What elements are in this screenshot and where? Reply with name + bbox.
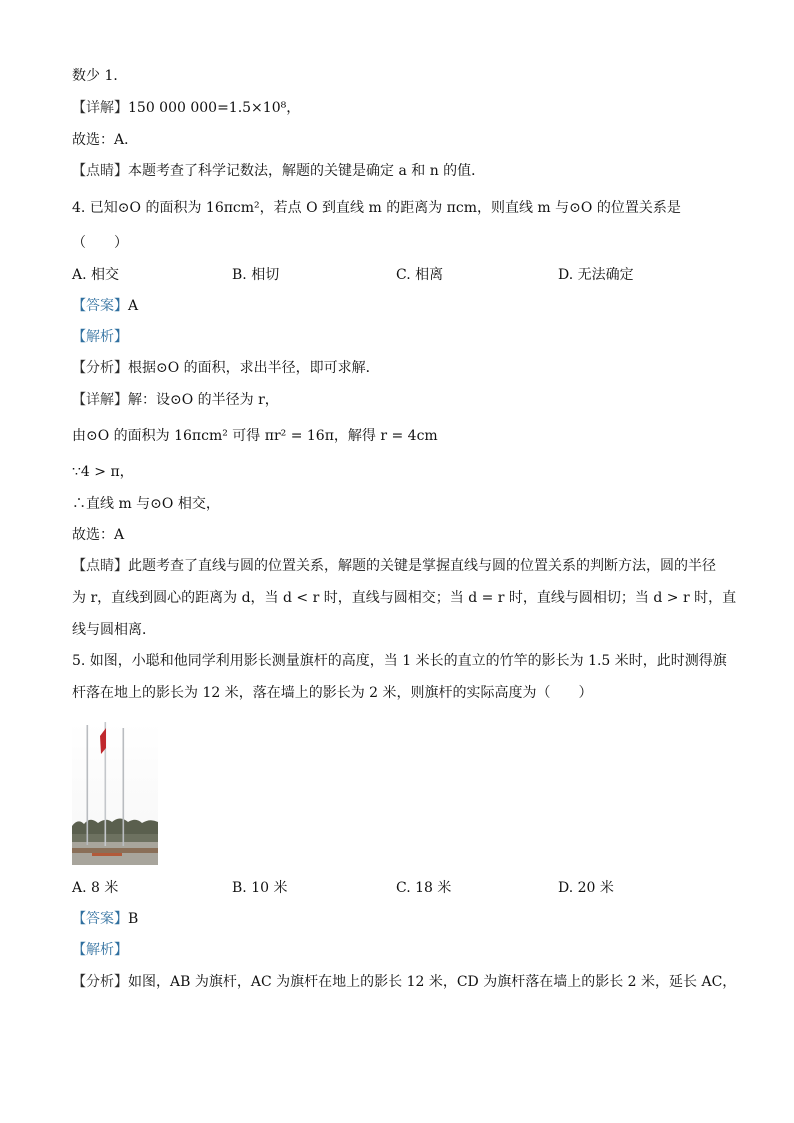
q4-option-b: B. 相切 <box>232 267 280 283</box>
text-line: 数少 1． <box>72 68 128 84</box>
q5-fenxi-line <box>72 972 736 992</box>
question-4-paren: （ ） <box>72 235 128 251</box>
q4-step-3: ∴直线 m 与⊙O 相交， <box>72 496 220 512</box>
flagpole-photo <box>72 722 158 865</box>
answer-tag: 【答案】 <box>72 911 128 927</box>
dianjing-tag: 【点睛】 <box>72 558 128 574</box>
fenxi-text: 根据⊙O 的面积，求出半径，即可求解． <box>128 360 380 376</box>
q5-option-a: A. 8 米 <box>72 880 119 896</box>
q4-option-d: D. 无法确定 <box>558 267 634 283</box>
q4-option-a: A. 相交 <box>72 267 120 283</box>
comment-text: 本题考查了科学记数法，解题的关键是确定 a 和 n 的值． <box>128 163 486 179</box>
choice-line: 故选：A． <box>72 132 139 148</box>
detail-text: 150 000 000=1.5×10⁸， <box>128 100 301 116</box>
q4-answer-line <box>72 296 138 316</box>
q4-xiangjie-line <box>72 390 279 410</box>
q4-dianjing-line-3: 线与圆相离． <box>72 622 156 638</box>
q4-analysis-tag: 【解析】 <box>72 329 128 345</box>
q5-option-c: C. 18 米 <box>396 880 452 896</box>
q4-step-2: ∵4 > π， <box>72 464 134 480</box>
q4-dianjing-line-1 <box>72 556 716 576</box>
q4-dianjing-line-2: 为 r，直线到圆心的距离为 d，当 d < r 时，直线与圆相交；当 d = r 时，直线与圆相切；当 d > r 时，直 <box>72 590 737 606</box>
comment-tag: 【点睛】 <box>72 163 128 179</box>
q5-analysis-tag: 【解析】 <box>72 942 128 958</box>
question-5-stem-1: 5. 如图，小聪和他同学利用影长测量旗杆的高度，当 1 米长的直立的竹竿的影长为 1.5 米时，此时测得旗 <box>72 653 727 669</box>
xiangjie-tag: 【详解】 <box>72 392 128 408</box>
q4-fenxi-line <box>72 358 380 378</box>
detail-tag: 【详解】 <box>72 100 128 116</box>
answer-value: B <box>128 911 139 927</box>
xiangjie-text: 解：设⊙O 的半径为 r， <box>128 392 279 408</box>
q5-answer-line <box>72 909 138 929</box>
q4-step-1: 由⊙O 的面积为 16πcm² 可得 πr² = 16π，解得 r = 4cm <box>72 428 438 444</box>
answer-tag: 【答案】 <box>72 298 128 314</box>
comment-line <box>72 161 485 181</box>
question-4-stem: 4. 已知⊙O 的面积为 16πcm²，若点 O 到直线 m 的距离为 πcm，则直线 m 与⊙O 的位置关系是 <box>72 200 681 216</box>
fenxi-text: 如图，AB 为旗杆，AC 为旗杆在地上的影长 12 米，CD 为旗杆落在墙上的影长 2 米，延长 AC， <box>128 974 737 990</box>
fenxi-tag: 【分析】 <box>72 974 128 990</box>
q4-step-4: 故选：A <box>72 527 125 543</box>
q4-option-c: C. 相离 <box>396 267 444 283</box>
q5-option-d: D. 20 米 <box>558 880 614 896</box>
fenxi-tag: 【分析】 <box>72 360 128 376</box>
dianjing-text: 此题考查了直线与圆的位置关系，解题的关键是掌握直线与圆的位置关系的判断方法，圆的半径 <box>128 558 716 574</box>
answer-value: A <box>128 298 139 314</box>
detail-line <box>72 98 300 118</box>
question-5-stem-2: 杆落在地上的影长为 12 米，落在墙上的影长为 2 米，则旗杆的实际高度为（ ） <box>72 685 593 701</box>
q5-option-b: B. 10 米 <box>232 880 288 896</box>
